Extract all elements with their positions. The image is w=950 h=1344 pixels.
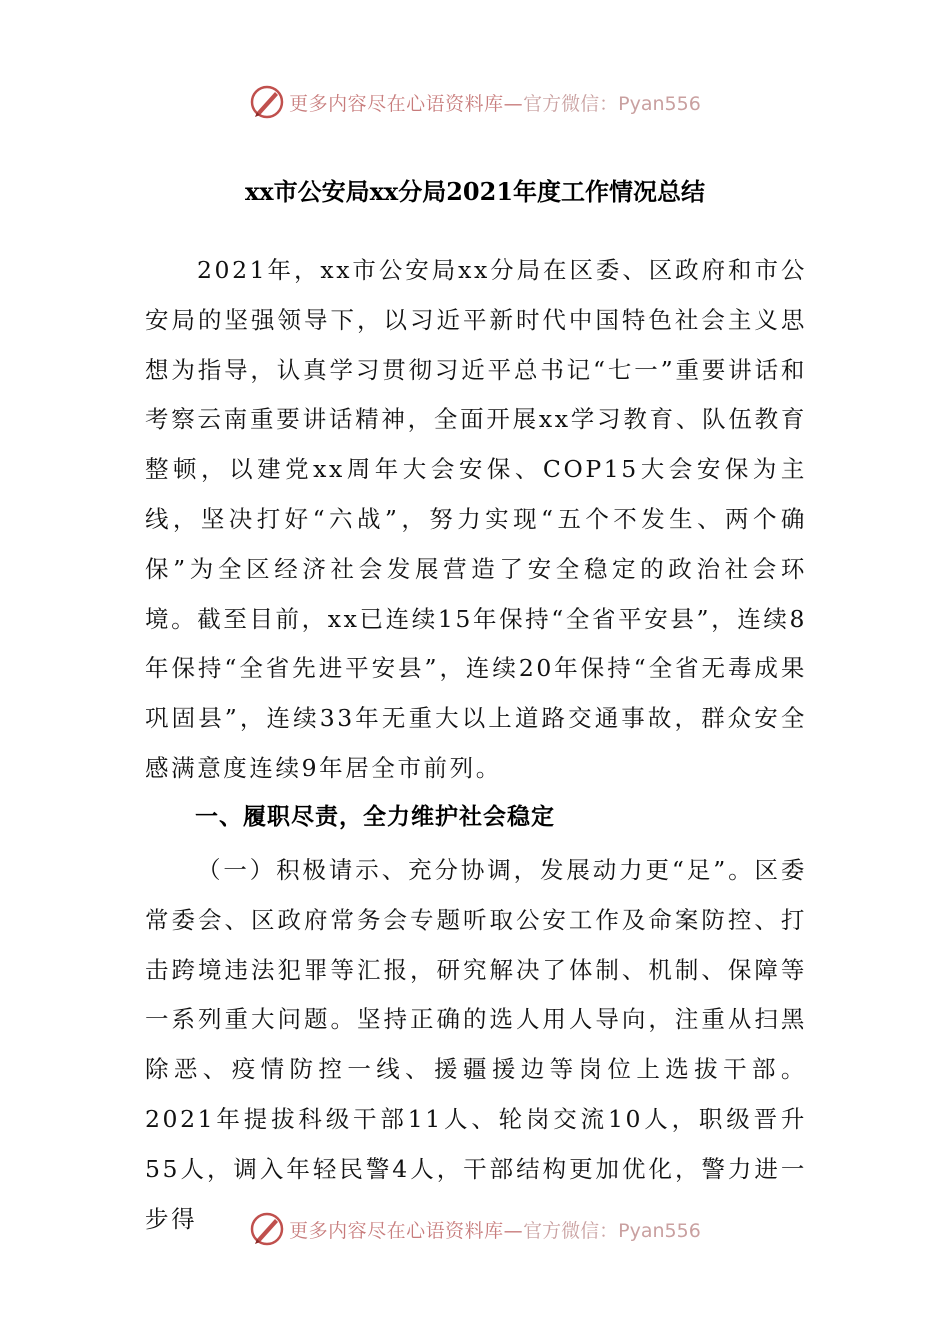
watermark-contact: 官方微信：Pyan556 [523,1219,701,1242]
watermark-contact: 官方微信：Pyan556 [523,92,701,115]
pen-logo-icon [249,84,285,120]
watermark-banner-bottom [0,1209,950,1249]
watermark-text: 更多内容尽在心语资料库— [289,92,524,115]
section-paragraph: （一）积极请示、充分协调，发展动力更“足”。区委常委会、区政府常务会专题听取公安工作及命案防控、打击跨境违法犯罪等汇报，研究解决了体制、机制、保障等一系列重大问题。坚持正确的选人用人导向，注重从扫黑除恶、疫情防控一线、援疆援边等岗位上选拔干部。2021年提拔科级干部11人、轮岗交流10人，职级晋升55人，调入年轻民警4人，干部结构更加优化，警力进一步得 [145,856,807,1233]
watermark-banner-top [0,82,950,122]
document-title: xx市公安局xx分局2021年度工作情况总结 [244,177,706,206]
pen-logo-icon [249,1211,285,1247]
section-heading: 一、履职尽责，全力维护社会稳定 [195,804,555,830]
intro-paragraph: 2021年，xx市公安局xx分局在区委、区政府和市公安局的坚强领导下，以习近平新时代中国特色社会主义思想为指导，认真学习贯彻习近平总书记“七一”重要讲话和考察云南重要讲话精神，全面开展xx学习教育、队伍教育整顿，以建党xx周年大会安保、COP15大会安保为主线，坚决打好“六战”，努力实现“五个不发生、两个确保”为全区经济社会发展营造了安全稳定的政治社会环境。截至目前，xx已连续15年保持“全省平安县”，连续8年保持“全省先进平安县”，连续20年保持“全省无毒成果巩固县”，连续33年无重大以上道路交通事故，群众安全感满意度连续9年居全市前列。 [145,256,807,782]
watermark-text: 更多内容尽在心语资料库— [289,1219,524,1242]
